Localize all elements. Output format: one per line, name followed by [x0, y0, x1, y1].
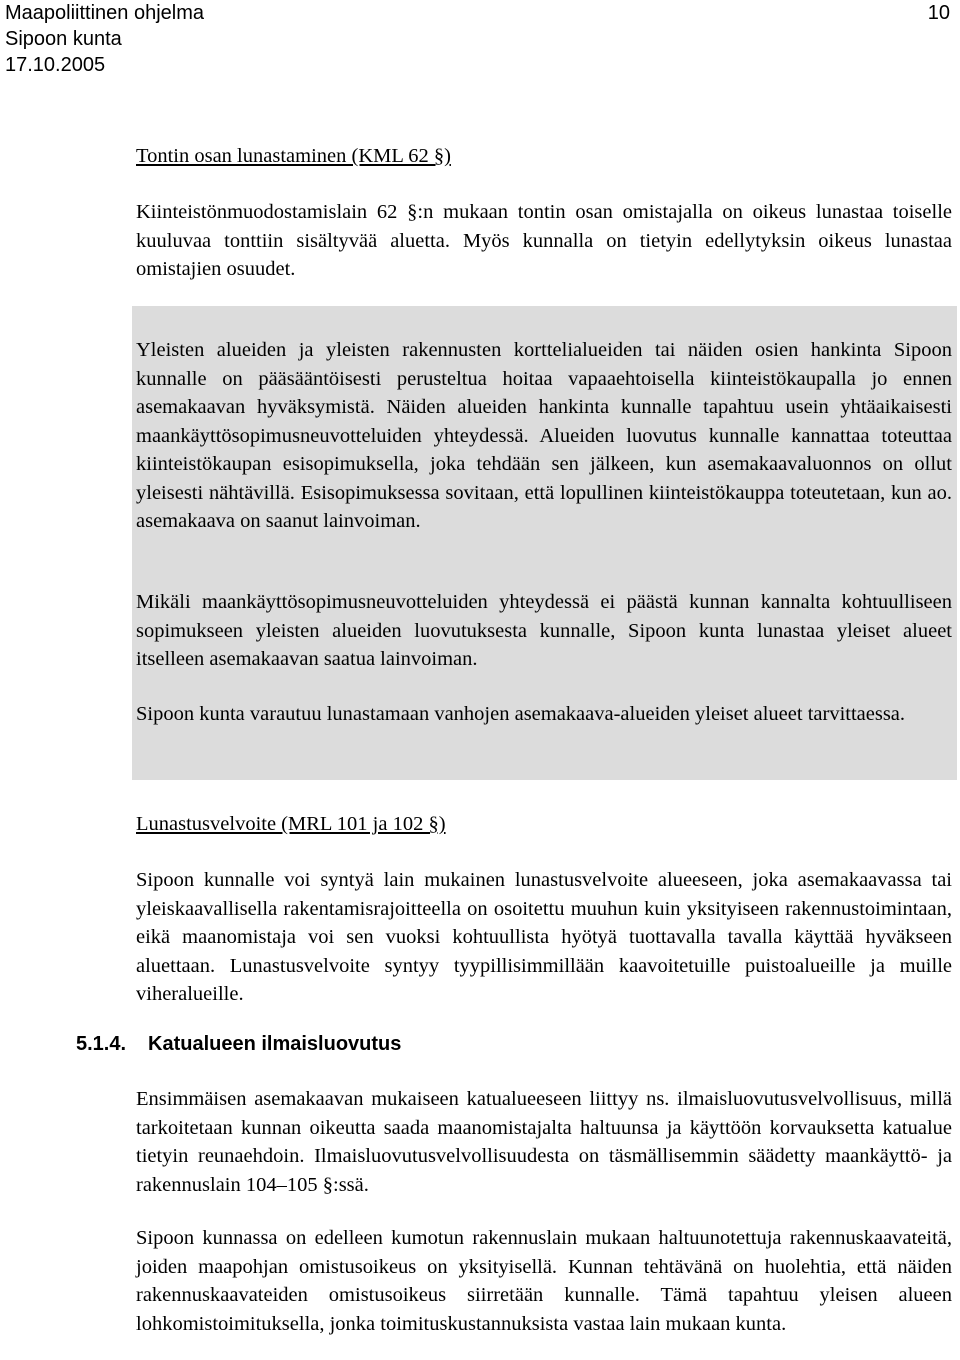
- section-number: 5.1.4.: [76, 1033, 127, 1055]
- document-title: Maapoliittinen ohjelma: [5, 2, 205, 24]
- paragraph-514-1: Ensimmäisen asemakaavan mukaiseen katualueeseen liittyy ns. ilmaisluovutusvelvollisuus, millä tarkoitetaan kunnan oikeutta saada maanomistajalta haltuunsa ja käyttöön korvauksetta katualue tietyin reunaehdoin. Ilmaisluovutusvelvollisuudesta on täsmällisemmin säädetty maankäyttö- ja rakennuslain 104–105 §:ssä.: [136, 1088, 952, 1196]
- organization-name: Sipoon kunta: [5, 28, 122, 50]
- section-title: Katualueen ilmaisluovutus: [148, 1033, 402, 1055]
- shaded-paragraph-2: Mikäli maankäyttösopimusneuvotteluiden yhteydessä ei päästä kunnan kannalta kohtuulliseen sopimukseen yleisten alueiden luovutuksesta kunnalle, Sipoon kunta lunastaa yleiset alueet itselleen asemakaavan saatua lainvoiman.: [136, 591, 952, 670]
- section-heading-5-1-4: [76, 1030, 401, 1058]
- shaded-paragraph-3: Sipoon kunta varautuu lunastamaan vanhojen asemakaava-alueiden yleiset alueet tarvittaessa.: [136, 703, 906, 725]
- shaded-paragraph-1: Yleisten alueiden ja yleisten rakennusten korttelialueiden tai näiden osien hankinta Sipoon kunnalle on pääsääntöisesti perusteltua hoitaa vapaaehtoisella kiinteistökaupalla jo ennen asemakaavan hyväksymistä. Näiden alueiden hankinta kunnalle tapahtuu usein yhtäaikaisesti maankäyttösopimusneuvotteluiden yhteydessä. Alueiden luovutus kunnalle kannattaa toteuttaa kiinteistökaupan esisopimuksella, joka tehdään sen jälkeen, kun asemakaavaluonnos on ollut yleisesti nähtävillä. Esisopimuksessa sovitaan, että lopullinen kiinteistökauppa toteutetaan, kun ao. asemakaava on saanut lainvoiman.: [136, 339, 952, 532]
- paragraph-514-2: Sipoon kunnassa on edelleen kumotun rakennuslain mukaan haltuunotettuja rakennuskaavateitä, joiden maapohjan omistusoikeus on yksityisellä. Kunnan tehtävänä on huolehtia, että näiden rakennuskaavateiden omistusoikeus siirretään kunnalle. Tämä tapahtuu yleisen alueen lohkomistoimituksella, jonka toimituskustannuksista vastaa lain mukaan kunta.: [136, 1227, 952, 1335]
- heading-mrl-101-102: Lunastusvelvoite (MRL 101 ja 102 §): [136, 813, 446, 835]
- heading-kml-62: Tontin osan lunastaminen (KML 62 §): [136, 145, 451, 167]
- page-number: 10: [927, 2, 950, 24]
- paragraph-kml-62: Kiinteistönmuodostamislain 62 §:n mukaan tontin osan omistajalla on oikeus lunastaa toiselle kuuluvaa tonttiin sisältyvää aluetta. Myös kunnalla on tietyin edellytyksin oikeus lunastaa omistajien osuudet.: [136, 201, 952, 280]
- paragraph-mrl-101-102: Sipoon kunnalle voi syntyä lain mukainen lunastusvelvoite alueeseen, joka asemakaavassa tai yleiskaavallisella rakentamisrajoitteella on osoitettu muuhun kuin yksityiseen rakennustoimintaan, eikä maanomistaja voi sen vuoksi kohtuullista hyötyä tuottavalla tavalla käyttää hyväkseen aluettaan. Lunastusvelvoite syntyy tyypillisimmillään kaavoitetuille puistoalueille ja muille viheralueille.: [136, 869, 952, 1005]
- page-header: [5, 0, 955, 78]
- document-date: 17.10.2005: [5, 54, 106, 76]
